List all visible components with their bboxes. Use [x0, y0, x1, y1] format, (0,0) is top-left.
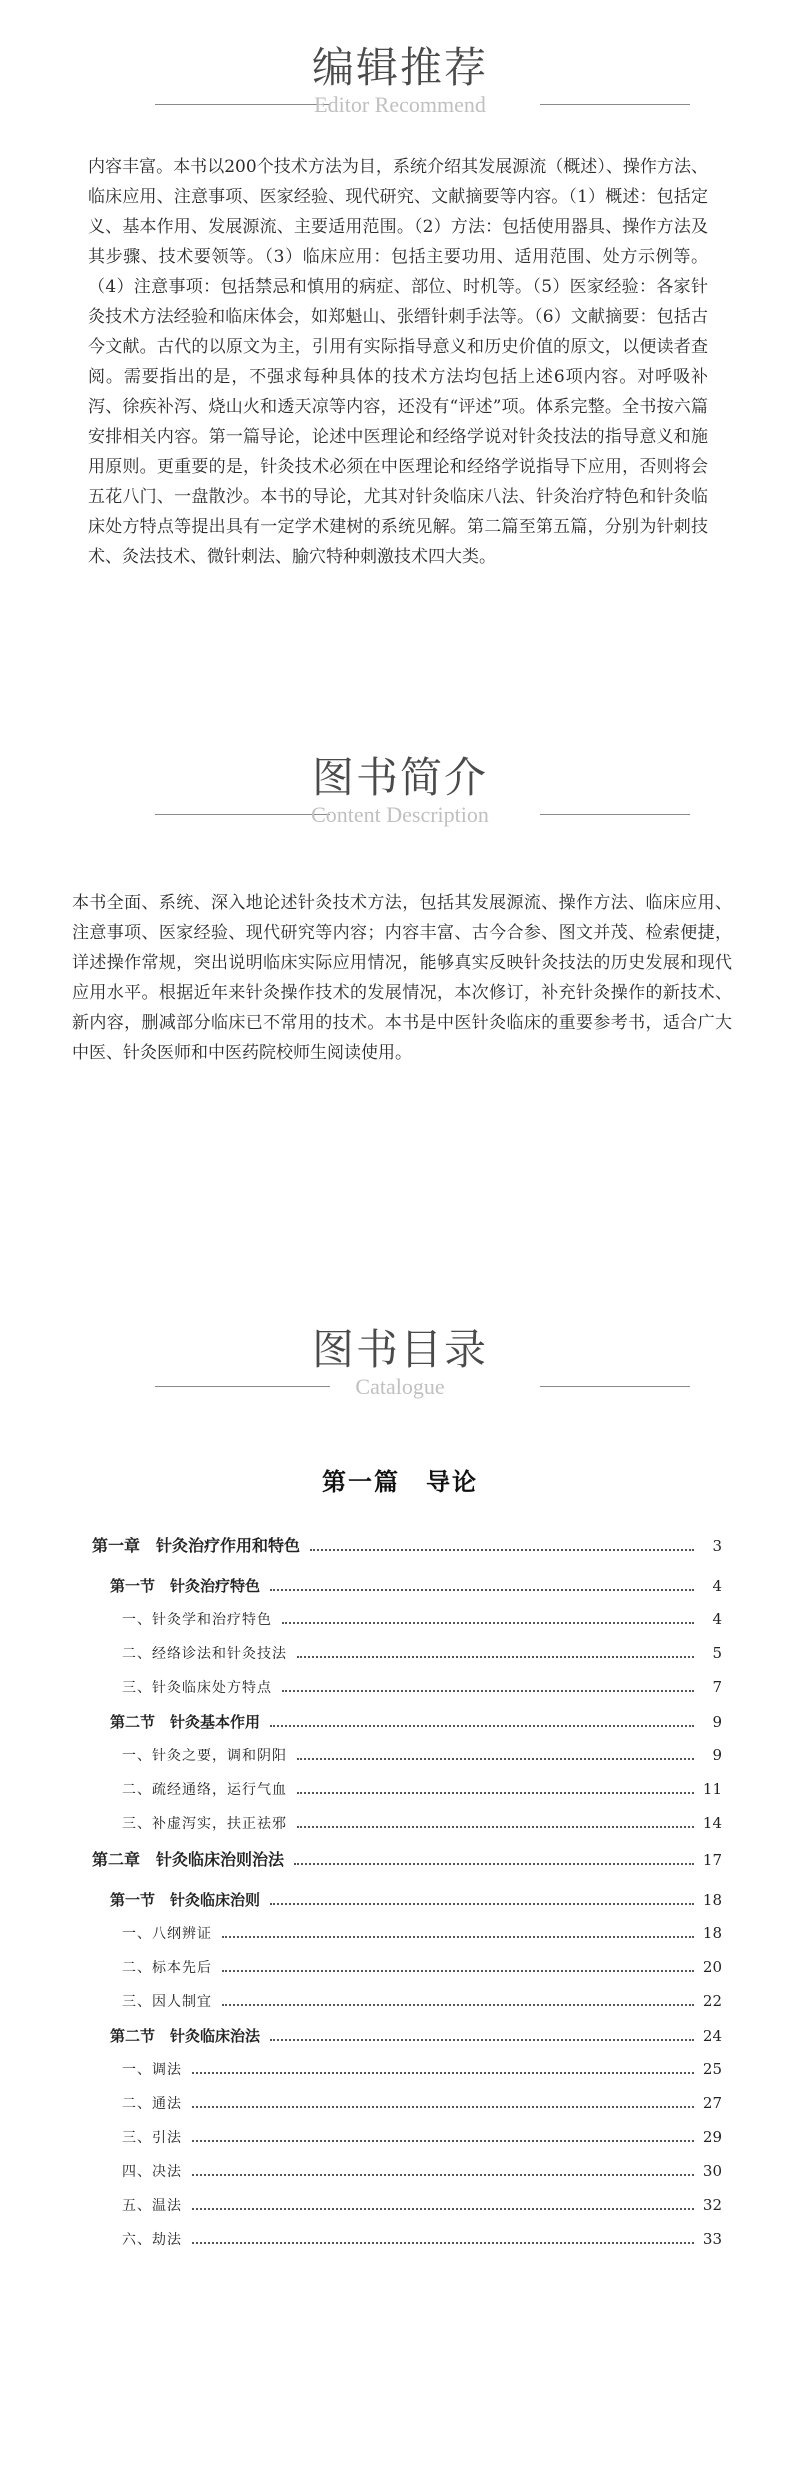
toc-entry-label: 一、针灸学和治疗特色 — [122, 1612, 272, 1628]
toc-entry[interactable] — [92, 1847, 722, 1889]
toc-entry-label: 五、温法 — [122, 2198, 182, 2214]
toc-leader-dots — [192, 2140, 694, 2142]
toc-entry-page: 29 — [702, 2128, 722, 2146]
toc-entry-label: 第二节 针灸临床治法 — [110, 2027, 261, 2045]
toc-leader-dots — [282, 1690, 694, 1692]
toc-leader-dots — [192, 2174, 694, 2176]
toc-leader-dots — [222, 1970, 694, 1972]
toc-entry-page: 27 — [702, 2094, 722, 2112]
toc-entry[interactable] — [92, 1677, 722, 1711]
toc-entry-page: 18 — [702, 1891, 722, 1909]
toc-entry-page: 25 — [702, 2060, 722, 2078]
part-title: 第一篇 导论 — [322, 1467, 478, 1496]
intro-title: 图书简介 — [311, 753, 488, 802]
toc-entry-page: 11 — [702, 1780, 722, 1798]
toc-entry-page: 4 — [712, 1577, 722, 1595]
toc-entry-page: 5 — [712, 1644, 722, 1662]
catalogue-title: 图书目录 — [311, 1325, 488, 1374]
toc-leader-dots — [222, 1936, 694, 1938]
toc-entry[interactable] — [92, 2093, 722, 2127]
toc-entry[interactable] — [92, 1711, 722, 1745]
toc-leader-dots — [270, 1725, 694, 1727]
toc-entry-label: 第一章 针灸治疗作用和特色 — [92, 1536, 301, 1555]
toc-leader-dots — [282, 1622, 694, 1624]
toc-entry[interactable] — [92, 2059, 722, 2093]
toc-entry-label: 一、调法 — [122, 2062, 182, 2078]
toc-entry-page: 4 — [712, 1610, 722, 1628]
toc-entry-page: 3 — [712, 1537, 722, 1555]
toc-entry[interactable] — [92, 1813, 722, 1847]
catalogue-header — [0, 1320, 800, 1420]
toc-entry[interactable] — [92, 1533, 722, 1575]
toc-entry-page: 22 — [702, 1992, 722, 2010]
recommend-title: 编辑推荐 — [311, 43, 488, 92]
intro-subtitle: Content Description — [311, 802, 489, 827]
toc-entry-page: 9 — [712, 1713, 722, 1731]
toc-entry[interactable] — [92, 2229, 722, 2263]
toc-entry-label: 三、针灸临床处方特点 — [122, 1680, 272, 1696]
toc-leader-dots — [297, 1826, 694, 1828]
toc-entry-page: 14 — [702, 1814, 722, 1832]
toc-entry-label: 三、因人制宜 — [122, 1994, 212, 2010]
toc-leader-dots — [310, 1549, 694, 1551]
toc-leader-dots — [297, 1758, 694, 1760]
toc-leader-dots — [297, 1656, 694, 1658]
toc-entry-label: 二、通法 — [122, 2096, 182, 2112]
toc-entry-label: 一、八纲辨证 — [122, 1926, 212, 1942]
toc-leader-dots — [270, 2039, 694, 2041]
toc-leader-dots — [192, 2106, 694, 2108]
toc-entry-label: 二、疏经通络，运行气血 — [122, 1782, 287, 1798]
catalogue-subtitle: Catalogue — [355, 1374, 445, 1399]
toc-entry-label: 第一节 针灸治疗特色 — [110, 1577, 261, 1595]
toc-leader-dots — [270, 1903, 694, 1905]
toc-leader-dots — [192, 2242, 694, 2244]
toc-entry[interactable] — [92, 1745, 722, 1779]
toc-entry-label: 三、引法 — [122, 2130, 182, 2146]
toc-leader-dots — [222, 2004, 694, 2006]
toc-entry-label: 二、标本先后 — [122, 1960, 212, 1976]
intro-text: 本书全面、系统、深入地论述针灸技术方法，包括其发展源流、操作方法、临床应用、注意事项、医家经验、现代研究等内容；内容丰富、古今合参、图文并茂、检索便捷，详述操作常规，突出说明临床实际应用情况，能够真实反映针灸技法的历史发展和现代应用水平。根据近年来针灸操作技术的发展情况，本次修订，补充针灸操作的新技术、新内容，删减部分临床已不常用的技术。本书是中医针灸临床的重要参考书，适合广大中医、针灸医师和中医药院校师生阅读使用。 — [72, 893, 732, 1063]
toc-entry[interactable] — [92, 1609, 722, 1643]
toc-entry[interactable] — [92, 1991, 722, 2025]
toc-entry[interactable] — [92, 1957, 722, 1991]
toc-entry[interactable] — [92, 1779, 722, 1813]
toc-entry-label: 第二节 针灸基本作用 — [110, 1713, 261, 1731]
toc-entry-label: 三、补虚泻实，扶正祛邪 — [122, 1816, 287, 1832]
toc-entry-page: 17 — [702, 1851, 722, 1869]
recommend-subtitle: Editor Recommend — [314, 92, 486, 117]
toc-leader-dots — [297, 1792, 694, 1794]
toc-entry-page: 33 — [702, 2230, 722, 2248]
toc-entry-page: 18 — [702, 1924, 722, 1942]
toc-entry[interactable] — [92, 1889, 722, 1923]
toc-entry-page: 7 — [712, 1678, 722, 1696]
recommend-text: 内容丰富。本书以200个技术方法为目，系统介绍其发展源流（概述）、操作方法、临床应用、注意事项、医家经验、现代研究、文献摘要等内容。（1）概述：包括定义、基本作用、发展源流、主要适用范围。（2）方法：包括使用器具、操作方法及其步骤、技术要领等。（3）临床应用：包括主要功用、适用范围、处方示例等。（4）注意事项：包括禁忌和慎用的病症、部位、时机等。（5）医家经验：各家针灸技术方法经验和临床体会，如郑魁山、张缙针刺手法等。（6）文献摘要：包括古今文献。古代的以原文为主，引用有实际指导意义和历史价值的原文，以便读者查阅。需要指出的是，不强求每种具体的技术方法均包括上述6项内容。对呼吸补泻、徐疾补泻、烧山火和透天凉等内容，还没有“评述”项。体系完整。全书按六篇安排相关内容。第一篇导论，论述中医理论和经络学说对针灸技法的指导意义和施用原则。更重要的是，针灸技术必须在中医理论和经络学说指导下应用，否则将会五花八门、一盘散沙。本书的导论，尤其对针灸临床八法、针灸治疗特色和针灸临床处方特点等提出具有一定学术建树的系统见解。第二篇至第五篇，分别为针刺技术、灸法技术、微针刺法、腧穴特种刺激技术四大类。 — [88, 157, 708, 567]
toc-entry-label: 第二章 针灸临床治则治法 — [92, 1850, 285, 1869]
toc-entry[interactable] — [92, 1643, 722, 1677]
toc-entry-page: 20 — [702, 1958, 722, 1976]
toc-entry-page: 9 — [712, 1746, 722, 1764]
toc-entry[interactable] — [92, 1923, 722, 1957]
toc-entry-label: 四、决法 — [122, 2164, 182, 2180]
toc-leader-dots — [192, 2072, 694, 2074]
toc-entry-page: 30 — [702, 2162, 722, 2180]
toc-entry-label: 二、经络诊法和针灸技法 — [122, 1646, 287, 1662]
toc-entry-label: 六、劫法 — [122, 2232, 182, 2248]
intro-header — [0, 748, 800, 848]
toc-entry-label: 第一节 针灸临床治则 — [110, 1891, 261, 1909]
toc-entry[interactable] — [92, 2161, 722, 2195]
toc-leader-dots — [294, 1863, 694, 1865]
toc-entry-page: 32 — [702, 2196, 722, 2214]
toc-leader-dots — [270, 1589, 694, 1591]
toc-entry[interactable] — [92, 2127, 722, 2161]
toc-entry-label: 一、针灸之要，调和阴阳 — [122, 1748, 287, 1764]
toc-entry[interactable] — [92, 1575, 722, 1609]
toc-entry[interactable] — [92, 2025, 722, 2059]
table-of-contents — [92, 1533, 722, 2263]
toc-entry[interactable] — [92, 2195, 722, 2229]
toc-entry-page: 24 — [702, 2027, 722, 2045]
toc-leader-dots — [192, 2208, 694, 2210]
recommend-header — [0, 38, 800, 138]
